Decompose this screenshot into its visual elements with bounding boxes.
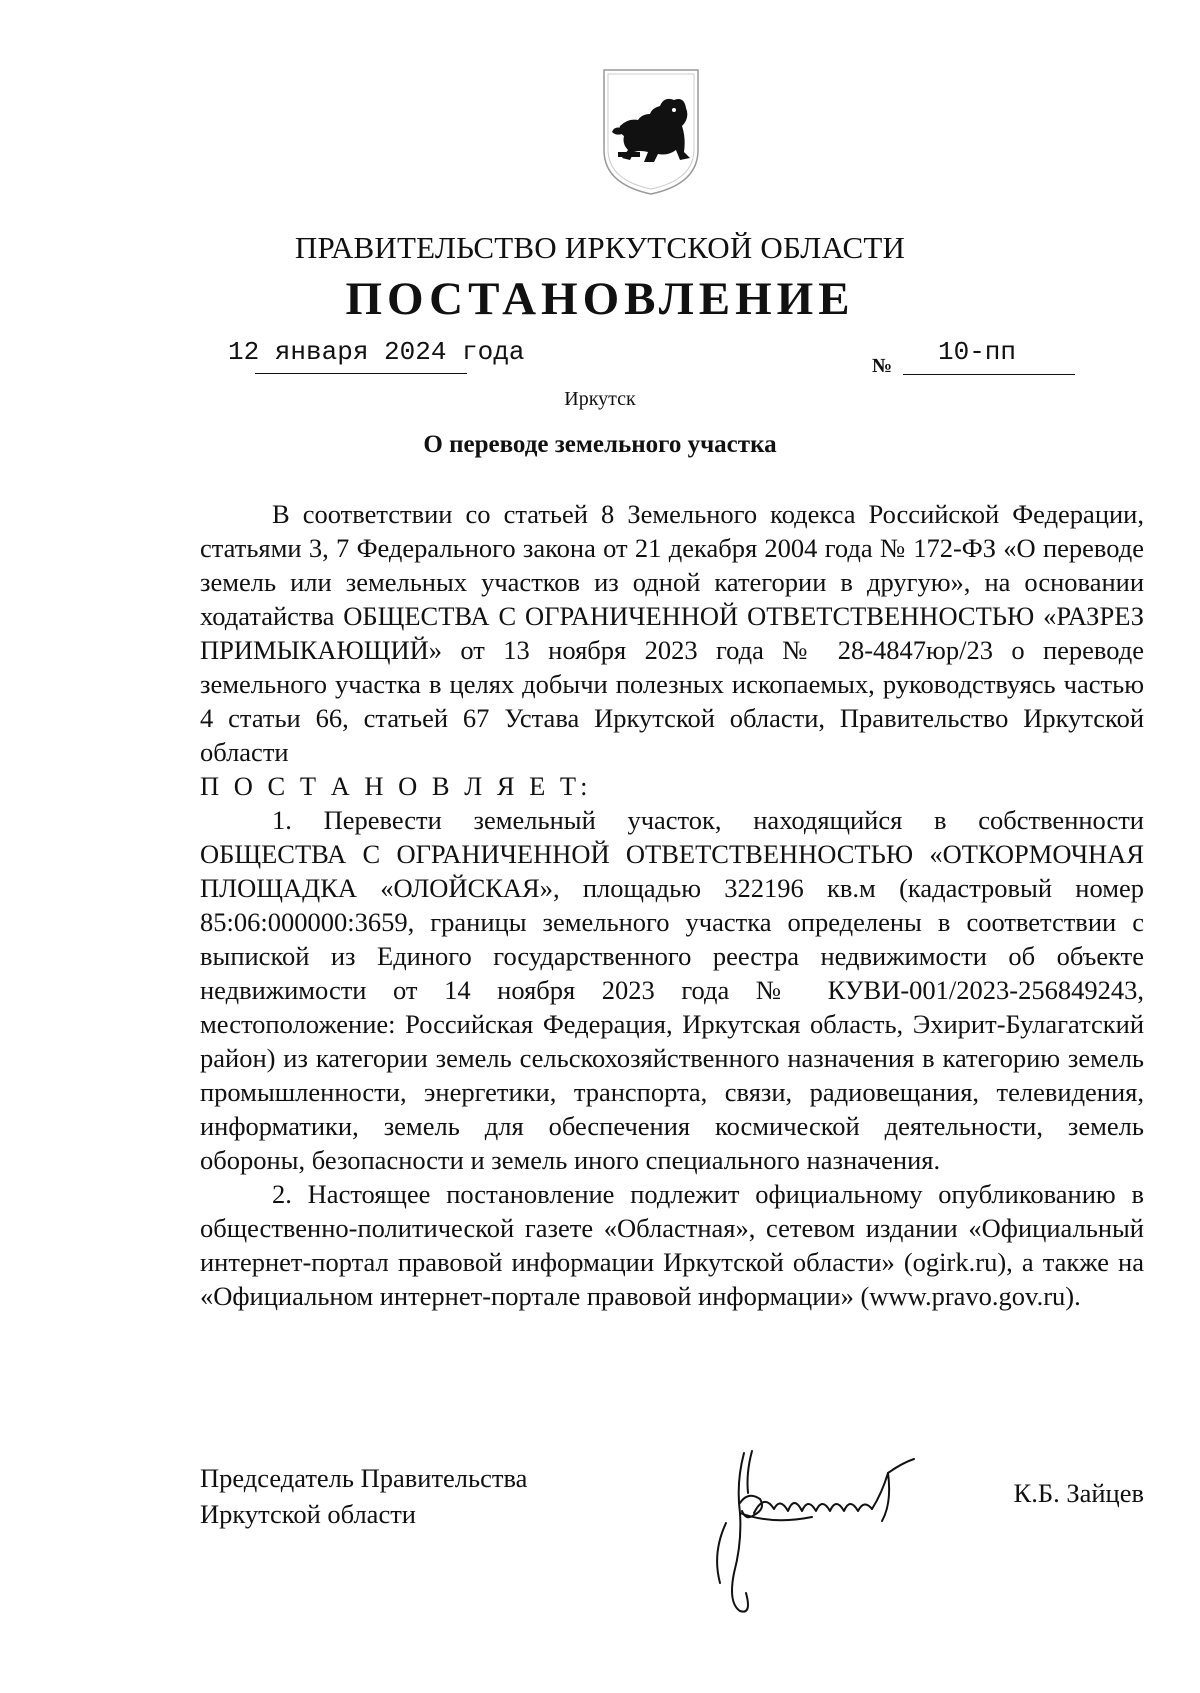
number-underline: [903, 374, 1075, 375]
document-date: 12 января 2024 года: [228, 337, 525, 367]
organization-name: ПРАВИТЕЛЬСТВО ИРКУТСКОЙ ОБЛАСТИ: [294, 230, 906, 265]
document-body: [200, 497, 1144, 1313]
item-1-paragraph: 1. Перевести земельный участок, находящийся в собственности ОБЩЕСТВА С ОГРАНИЧЕННОЙ ОТВЕТСТВЕННОСТЬЮ «ОТКОРМОЧНАЯ ПЛОЩАДКА «ОЛОЙСКАЯ», площадью 322196 кв.м (кадастровый номер 85:06:000000:3659, границы земельного участка определены в соответствии с выпиской из Единого государственного реестра недвижимости об объекте недвижимости от 14 ноября 2023 года № КУВИ-001/2023-256849243, местоположение: Российская Федерация, Иркутская область, Эхирит-Булагатский район) из категории земель сельскохозяйственного назначения в категорию земель промышленности, энергетики, транспорта, связи, радиовещания, телевидения, информатики, земель для обеспечения космической деятельности, земель обороны, безопасности и земель иного специального назначения.: [200, 805, 1144, 1175]
coat-of-arms-icon: [600, 66, 702, 198]
number-sign: №: [872, 355, 893, 377]
handwritten-signature-icon: [682, 1433, 952, 1633]
item-2-paragraph: 2. Настоящее постановление подлежит официальному опубликованию в общественно-политической газете «Областная», сетевом издании «Официальный интернет-портал правовой информации Иркутской области» (ogirk.ru), а также на «Официальном интернет-портале правовой информации» (www.pravo.gov.ru).: [200, 1179, 1144, 1311]
document-number: 10-пп: [938, 337, 1017, 367]
signatory-name: К.Б. Зайцев: [1013, 1478, 1144, 1508]
document-type: ПОСТАНОВЛЕНИЕ: [345, 273, 855, 325]
signatory-title-line-2: Иркутской области: [200, 1499, 416, 1529]
preamble-paragraph: В соответствии со статьей 8 Земельного кодекса Российской Федерации, статьями 3, 7 Федерального закона от 21 декабря 2004 года № 172-ФЗ «О переводе земель или земельных участков из одной категории в другую», на основании ходатайства ОБЩЕСТВА С ОГРАНИЧЕННОЙ ОТВЕТСТВЕННОСТЬЮ «РАЗРЕЗ ПРИМЫКАЮЩИЙ» от 13 ноября 2023 года № 28-4847юр/23 о переводе земельного участка в целях добычи полезных ископаемых, руководствуясь частью 4 статьи 66, статьей 67 Устава Иркутской области, Правительство Иркутской области: [200, 499, 1144, 767]
signatory-title-line-1: Председатель Правительства: [200, 1463, 528, 1493]
date-underline: [255, 373, 467, 374]
city-name: Иркутск: [564, 388, 636, 410]
signatory-title: [200, 1460, 527, 1532]
decree-word: П О С Т А Н О В Л Я Е Т:: [200, 771, 592, 801]
document-subject: О переводе земельного участка: [423, 431, 777, 458]
